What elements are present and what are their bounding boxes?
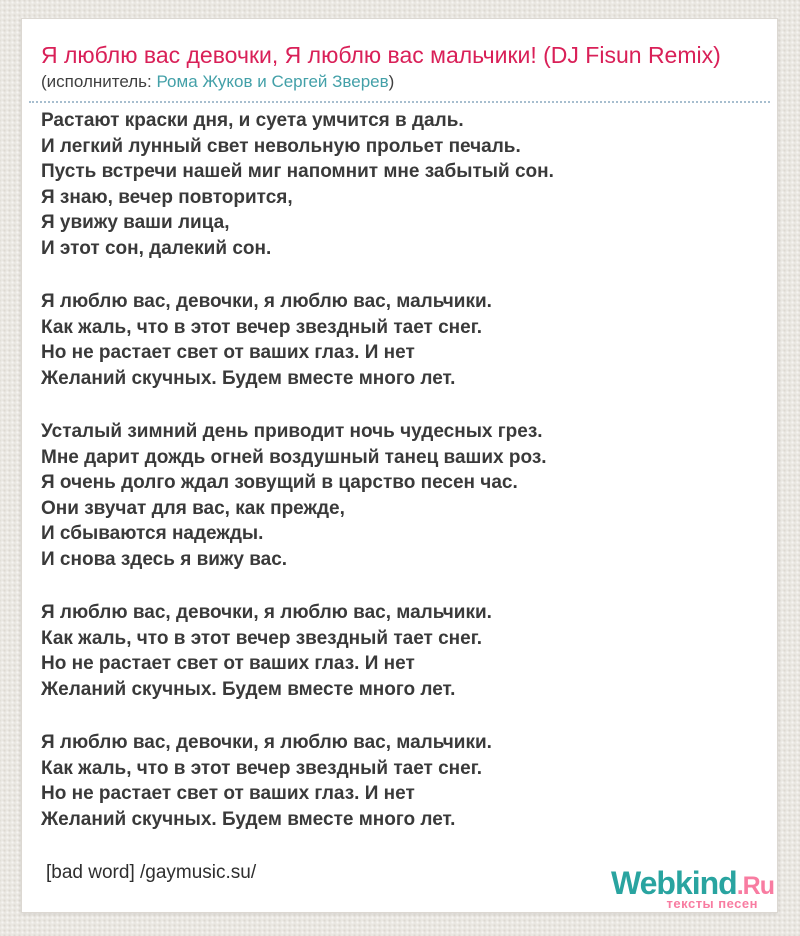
lyric-line: Я люблю вас, девочки, я люблю вас, мальчики. [41,291,492,312]
lyrics [22,103,777,832]
artist-label-suffix: ) [388,72,395,91]
lyric-line: Как жаль, что в этот вечер звездный тает снег. [41,757,482,779]
logo-tagline: тексты песен [666,896,758,911]
lyric-line: Желаний скучных. Будем вместе много лет. [41,808,456,830]
lyric-line: Как жаль, что в этот вечер звездный тает снег. [41,627,482,649]
stanza [41,730,765,832]
lyric-line: Желаний скучных. Будем вместе много лет. [41,367,456,389]
source-note: [bad word] /gaymusic.su/ [46,862,257,883]
lyric-line: Желаний скучных. Будем вместе много лет. [41,678,456,700]
lyric-line: Но не растает свет от ваших глаз. И нет [41,653,415,674]
lyric-line: Как жаль, что в этот вечер звездный тает снег. [41,316,482,338]
lyric-line: Растают краски дня, и суета умчится в даль. [41,110,464,131]
stanza [41,419,765,572]
artist-label-prefix: (исполнитель: [41,72,157,91]
lyric-line: Я люблю вас, девочки, я люблю вас, мальчики. [41,732,492,753]
lyric-line: Они звучат для вас, как прежде, [41,497,345,519]
lyric-line: Но не растает свет от ваших глаз. И нет [41,783,415,804]
artist-line [41,71,758,93]
webkind-logo-link[interactable] [611,867,774,910]
lyric-line: Я увижу ваши лица, [41,212,230,233]
stanza [41,600,765,702]
lyric-line: Мне дарит дождь огней воздушный танец ваших роз. [41,446,547,468]
lyric-line: Пусть встречи нашей миг напомнит мне забытый сон. [41,161,554,182]
lyric-line: И сбываются надежды. [41,523,264,544]
content-card [21,18,778,913]
lyric-line: И снова здесь я вижу вас. [41,548,288,570]
lyric-line: И легкий лунный свет невольную прольет печаль. [41,135,521,157]
song-header [29,19,770,103]
webkind-logo-text [611,867,774,899]
lyric-line: Я люблю вас, девочки, я люблю вас, мальчики. [41,602,492,623]
song-title: Я люблю вас девочки, Я люблю вас мальчики! (DJ Fisun Remix) [41,42,721,68]
lyric-line: Я очень долго ждал зовущий в царство песен час. [41,472,518,493]
lyric-line: Усталый зимний день приводит ночь чудесных грез. [41,421,543,442]
artist-names-link[interactable]: Рома Жуков и Сергей Зверев [156,72,389,91]
logo-tld: .Ru [736,872,774,900]
stanza [41,289,765,391]
lyric-line: И этот сон, далекий сон. [41,237,272,259]
stanza [41,108,765,261]
lyric-line: Но не растает свет от ваших глаз. И нет [41,342,415,363]
logo-brand-name: Webkind [610,865,737,901]
lyric-line: Я знаю, вечер повторится, [41,186,293,208]
